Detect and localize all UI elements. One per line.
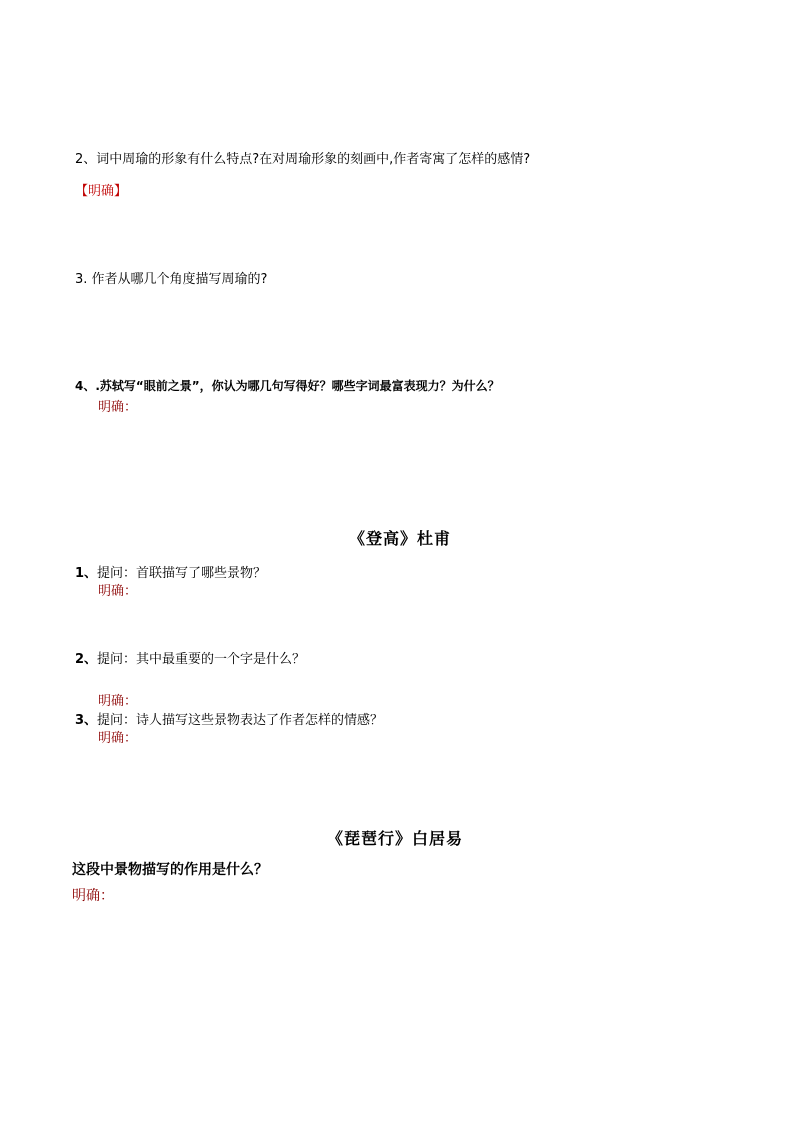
- question-3: [75, 709, 383, 728]
- question-number: 3、: [75, 713, 98, 728]
- section-title: 《登高》杜甫: [349, 529, 452, 548]
- answer-label: 明确：: [72, 888, 114, 904]
- question-text: 提问：首联描写了哪些景物？: [97, 566, 267, 581]
- question-4: 4、.苏轼写“眼前之景”，你认为哪几句写得好？哪些字词最富表现力？为什么？: [75, 379, 500, 393]
- section-title: 《琵琶行》白居易: [327, 829, 464, 848]
- question: 这段中景物描写的作用是什么？: [72, 862, 268, 878]
- question-text: 提问：其中最重要的一个字是什么？: [97, 652, 306, 667]
- answer-label: 明确：: [98, 400, 138, 415]
- answer-label: 明确：: [98, 694, 138, 709]
- question-2: 2、词中周瑜的形象有什么特点?在对周瑜形象的刻画中,作者寄寓了怎样的感情?: [75, 152, 531, 167]
- question-text: 提问：诗人描写这些景物表达了作者怎样的情感？: [97, 713, 384, 728]
- question-number: 2、: [75, 652, 98, 667]
- answer-label: 明确：: [98, 584, 138, 599]
- question-number: 1、: [75, 566, 98, 581]
- question-3: 3. 作者从哪几个角度描写周瑜的?: [75, 272, 268, 287]
- answer-label: 【明确】: [75, 184, 128, 199]
- answer-label: 明确：: [98, 731, 138, 746]
- question-2: [75, 648, 305, 667]
- question-1: [75, 562, 266, 581]
